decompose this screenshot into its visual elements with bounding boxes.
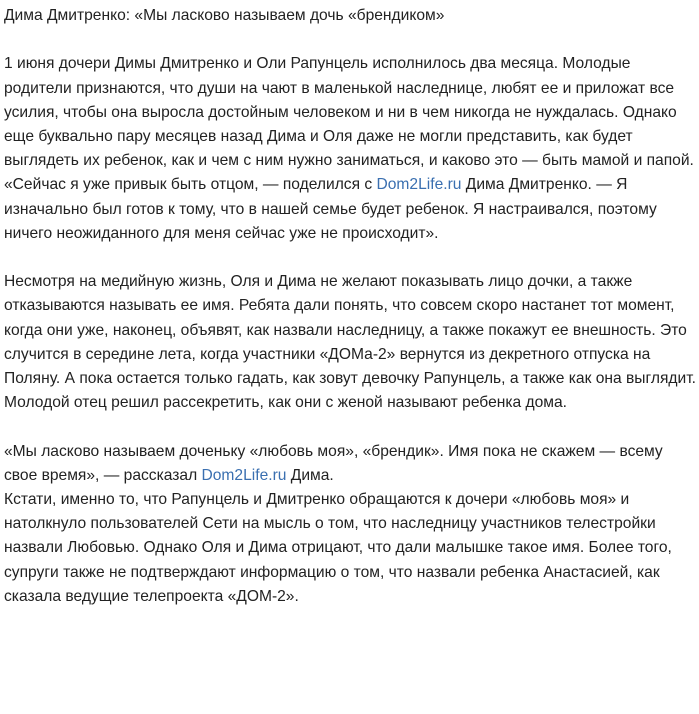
paragraph-body: Несмотря на медийную жизнь, Оля и Дима не желают показывать лицо дочки, а также отказываются называть ее имя. Ребята дали понять, что совсем скоро настанет тот момент, когда они уже, наконец, объявят, как назвали наследницу, а также покажут ее внешность. Это случится в середине лета, когда участники «ДОМа-2» вернутся из декретного отпуска на Поляну. А пока остается только гадать, как зовут девочку Рапунцель, а также как она выглядит. Молодой отец решил рассекретить, как они с женой называют ребенка дома.: [4, 273, 696, 412]
quote-2-text-after: Дима.: [286, 466, 334, 484]
article-title: Дима Дмитренко: «Мы ласково называем дочь «брендиком»: [4, 7, 445, 24]
quote-1-text-after: Дима Дмитренко. — Я изначально был готов к тому, что в нашей семье будет ребенок. Я настраивался, поэтому ничего неожиданного для меня сейчас уже не происходит».: [4, 176, 657, 242]
paragraph-closing: Кстати, именно то, что Рапунцель и Дмитренко обращаются к дочери «любовь моя» и натолкнуло пользователей Сети на мысль о том, что наследницу участников телестройки назвали Любовью. Однако Оля и Дима отрицают, что дали малышке такое имя. Более того, супруги также не подтверждают информацию о том, что назвали ребенка Анастасией, как сказала ведущие телепроекта «ДОМ-2».: [4, 491, 672, 605]
quote-1-text-before: «Сейчас я уже привык быть отцом, — поделился с: [4, 176, 377, 194]
dom2life-link[interactable]: Dom2Life.ru: [201, 466, 287, 484]
paragraph-quote-2: [4, 440, 696, 488]
paragraph-intro: 1 июня дочери Димы Дмитренко и Оли Рапунцель исполнилось два месяца. Молодые родители признаются, что души на чают в маленькой наследнице, любят ее и приложат все усилия, чтобы она выросла достойным человеком и ни в чем никогда не нуждалась. Однако еще буквально пару месяцев назад Дима и Оля даже не могли представить, как будет выглядеть их ребенок, как и чем с ним нужно заниматься, и каково это — быть мамой и папой.: [4, 55, 694, 170]
dom2life-link[interactable]: Dom2Life.ru: [376, 176, 462, 194]
spacer: [4, 246, 696, 270]
spacer: [4, 28, 696, 52]
paragraph-quote-1: [4, 173, 696, 246]
article: [4, 4, 696, 609]
spacer: [4, 415, 696, 439]
quote-2-text-before: «Мы ласково называем доченьку «любовь моя», «брендик». Имя пока не скажем — всему свое время», — рассказал: [4, 442, 663, 484]
